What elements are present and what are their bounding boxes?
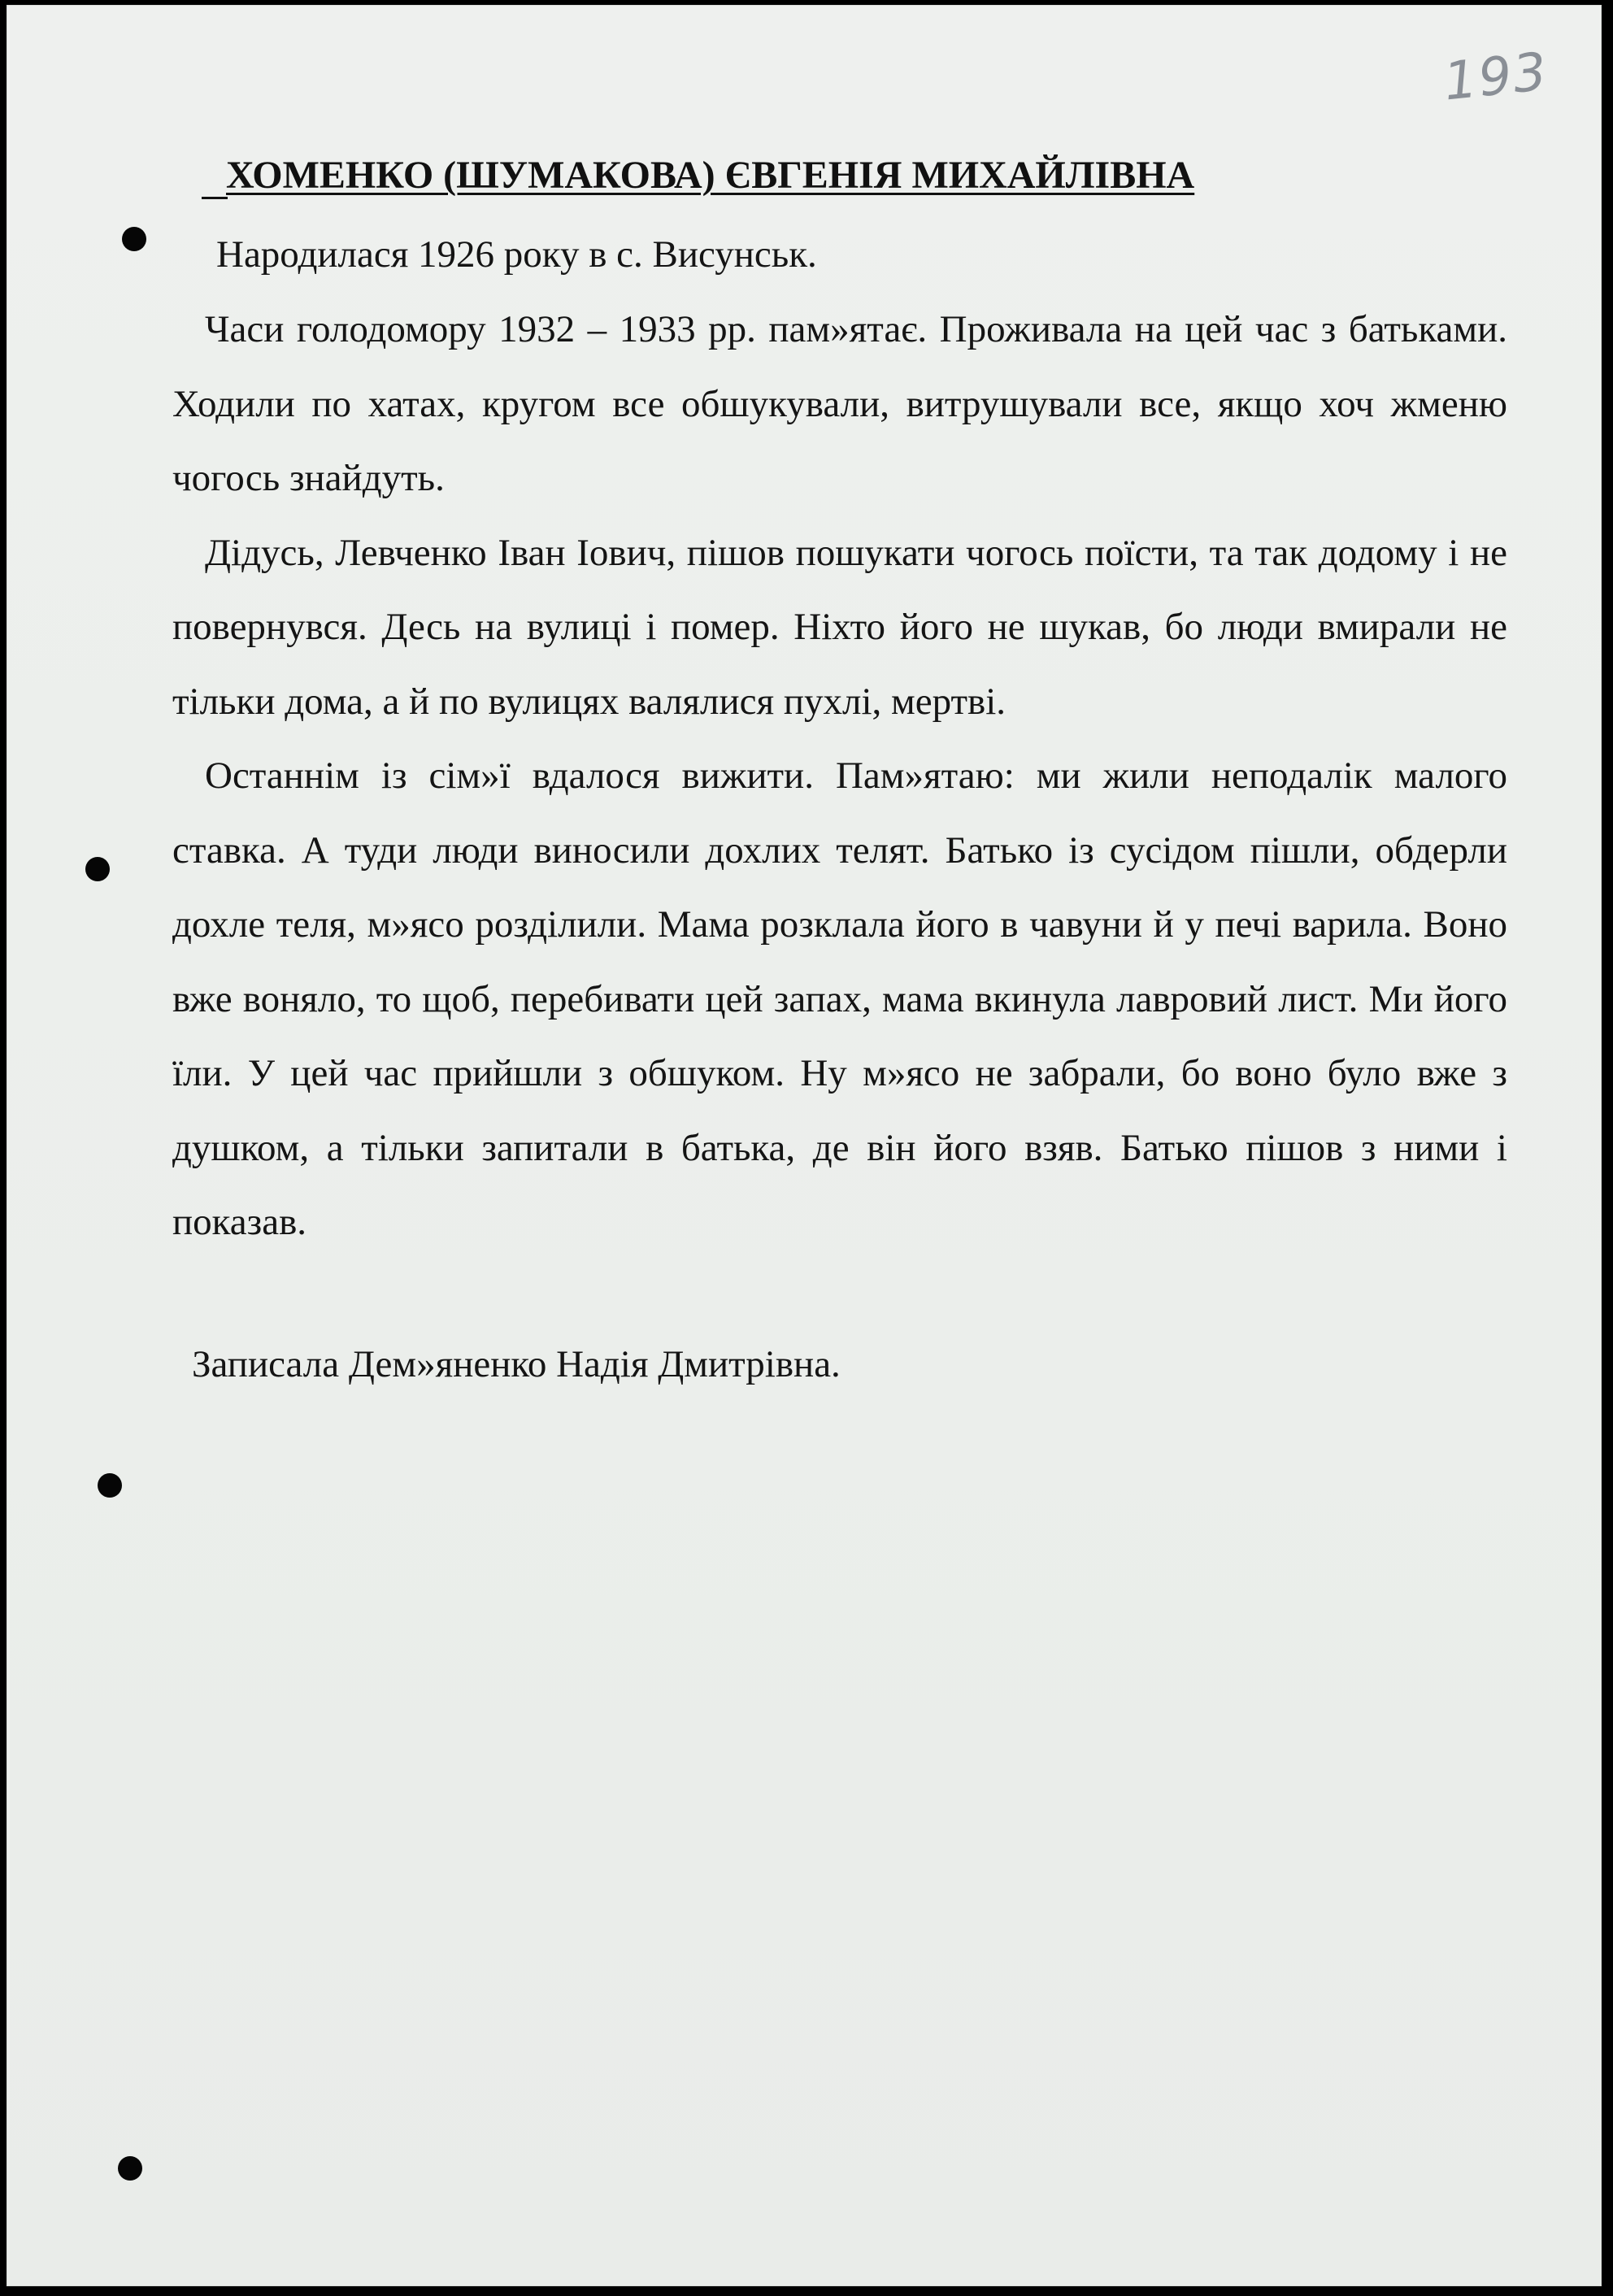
title-underline-lead: [202, 197, 228, 199]
body-text: [172, 293, 1507, 1260]
document-title: ХОМЕНКО (ШУМАКОВА) ЄВГЕНІЯ МИХАЙЛІВНА: [226, 154, 1195, 197]
punch-hole-icon: [118, 2156, 142, 2181]
document-page: [7, 5, 1602, 2286]
punch-hole-icon: [98, 1473, 122, 1498]
recorder-signature-line: Записала Дем»яненко Надія Дмитрівна.: [192, 1343, 841, 1385]
page-number: 193: [1441, 41, 1551, 113]
punch-hole-icon: [85, 857, 110, 881]
paragraph-2: Дідусь, Левченко Іван Іович, пішов пошукати чогось поїсти, та так додому і не повернувся. Десь на вулиці і помер. Ніхто його не шукав, бо люди вмирали не тільки дома, а й по вулицях валялися пухлі, мертві.: [172, 531, 1507, 723]
birth-line: Народилася 1926 року в с. Висунськ.: [216, 233, 817, 276]
paragraph-3: Останнім із сім»ї вдалося вижити. Пам»ятаю: ми жили неподалік малого ставка. А туди люди виносили дохлих телят. Батько із сусідом пішли, обдерли дохле теля, м»ясо розділили. Мама розклала його в чавуни й у печі варила. Воно вже воняло, то щоб, перебивати цей запах, мама вкинула лавровий лист. Ми його їли. У цей час прийшли з обшуком. Ну м»ясо не забрали, бо воно було вже з душком, а тільки запитали в батька, де він його взяв. Батько пішов з ними і показав.: [172, 754, 1507, 1243]
paragraph-1: Часи голодомору 1932 – 1933 рр. пам»ятає. Проживала на цей час з батьками. Ходили по хатах, кругом все обшукували, витрушували все, якщо хоч жменю чогось знайдуть.: [172, 308, 1507, 499]
punch-hole-icon: [122, 227, 146, 251]
